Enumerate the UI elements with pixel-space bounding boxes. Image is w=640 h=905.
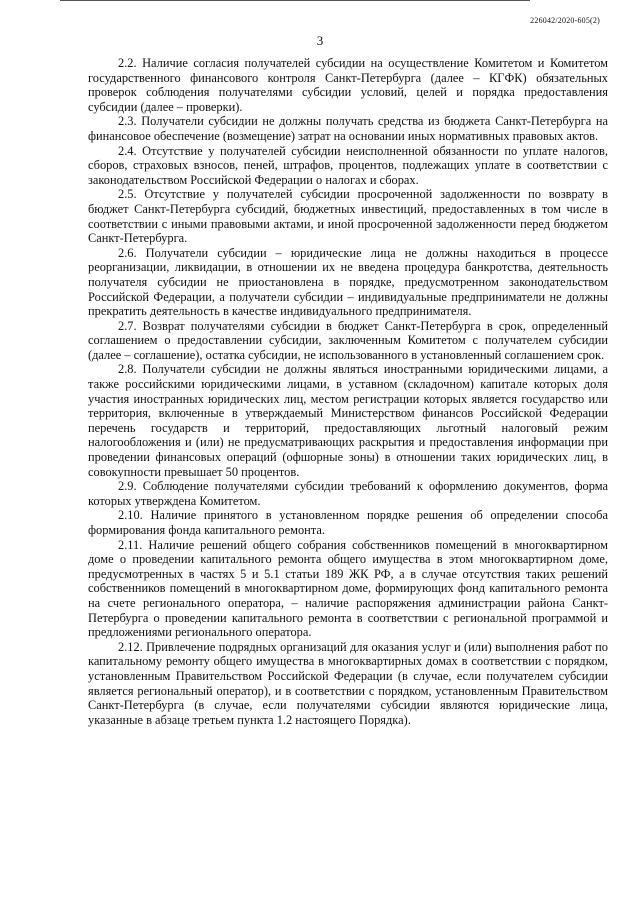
paragraph-2-11: 2.11. Наличие решений общего собрания собственников помещений в многоквартирном доме о проведении капитального ремонта общего имущества в этом многоквартирном доме, предусмотренных в частях 5 и 5.1 статьи 189 ЖК РФ, а в случае отсутствия таких решений собственников помещений в многоквартирном доме, формирующих фонд капитального ремонта на счете регионального оператора, – наличие распоряжения администрации района Санкт-Петербурга о проведении капитального ремонта в соответствии с региональной программой и предложениями регионального оператора.	[88, 537, 608, 640]
top-scan-line	[60, 0, 530, 3]
paragraph-2-3: 2.3. Получатели субсидии не должны получать средства из бюджета Санкт-Петербурга на финансовое обеспечение (возмещение) затрат на основании иных нормативных правовых актов.	[88, 114, 608, 143]
page-number: 3	[316, 33, 324, 48]
paragraph-2-5: 2.5. Отсутствие у получателей субсидии просроченной задолженности по возврату в бюджет Санкт-Петербурга субсидий, бюджетных инвестиций, предоставленных в том числе в соответствии с иными правовыми актами, и иной просроченной задолженности перед бюджетом Санкт-Петербурга.	[88, 187, 608, 246]
paragraph-2-10: 2.10. Наличие принятого в установленном порядке решения об определении способа формирования фонда капитального ремонта.	[88, 508, 608, 537]
paragraph-2-12: 2.12. Привлечение подрядных организаций для оказания услуг и (или) выполнения работ по капитальному ремонту общего имущества в многоквартирных домах в соответствии с порядком, установленным Правительством Российской Федерации (в случае, если получателем субсидии является региональный оператор), и в соответствии с порядком, установленным Правительством Санкт-Петербурга (в случае, если получателями субсидии являются юридические лица, указанные в абзаце третьем пункта 1.2 настоящего Порядка).	[88, 639, 608, 727]
paragraph-2-9: 2.9. Соблюдение получателями субсидии требований к оформлению документов, форма которых утверждена Комитетом.	[88, 479, 608, 508]
document-number: 226042/2020-605(2)	[530, 16, 600, 25]
paragraph-2-6: 2.6. Получатели субсидии – юридические лица не должны находиться в процессе реорганизации, ликвидации, в отношении их не введена процедура банкротства, деятельность получателя субсидии не приостановлена в порядке, предусмотренном законодательством Российской Федерации, а получатели субсидии – индивидуальные предприниматели не должны прекратить деятельность в качестве индивидуального предпринимателя.	[88, 245, 608, 319]
document-body	[88, 56, 608, 727]
paragraph-2-7: 2.7. Возврат получателями субсидии в бюджет Санкт-Петербурга в срок, определенный соглашением о предоставлении субсидии, заключенным Комитетом с получателем субсидии (далее – соглашение), остатка субсидии, не использованного в установленный соглашением срок.	[88, 318, 608, 362]
paragraph-2-2: 2.2. Наличие согласия получателей субсидии на осуществление Комитетом и Комитетом государственного финансового контроля Санкт-Петербурга (далее – КГФК) обязательных проверок соблюдения получателями субсидии условий, целей и порядка предоставления субсидии (далее – проверки).	[88, 56, 608, 114]
paragraph-2-4: 2.4. Отсутствие у получателей субсидии неисполненной обязанности по уплате налогов, сборов, страховых взносов, пеней, штрафов, процентов, подлежащих уплате в соответствии с законодательством Российской Федерации о налогах и сборах.	[88, 143, 608, 187]
paragraph-2-8: 2.8. Получатели субсидии не должны являться иностранными юридическими лицами, а также российскими юридическими лицами, в уставном (складочном) капитале которых доля участия иностранных юридических лиц, местом регистрации которых является государство или территория, включенные в утверждаемый Министерством финансов Российской Федерации перечень государств и территорий, предоставляющих льготный налоговый режим налогообложения и (или) не предусматривающих раскрытия и предоставления информации при проведении финансовых операций (офшорные зоны) в отношении таких юридических лиц, в совокупности превышает 50 процентов.	[88, 362, 608, 479]
